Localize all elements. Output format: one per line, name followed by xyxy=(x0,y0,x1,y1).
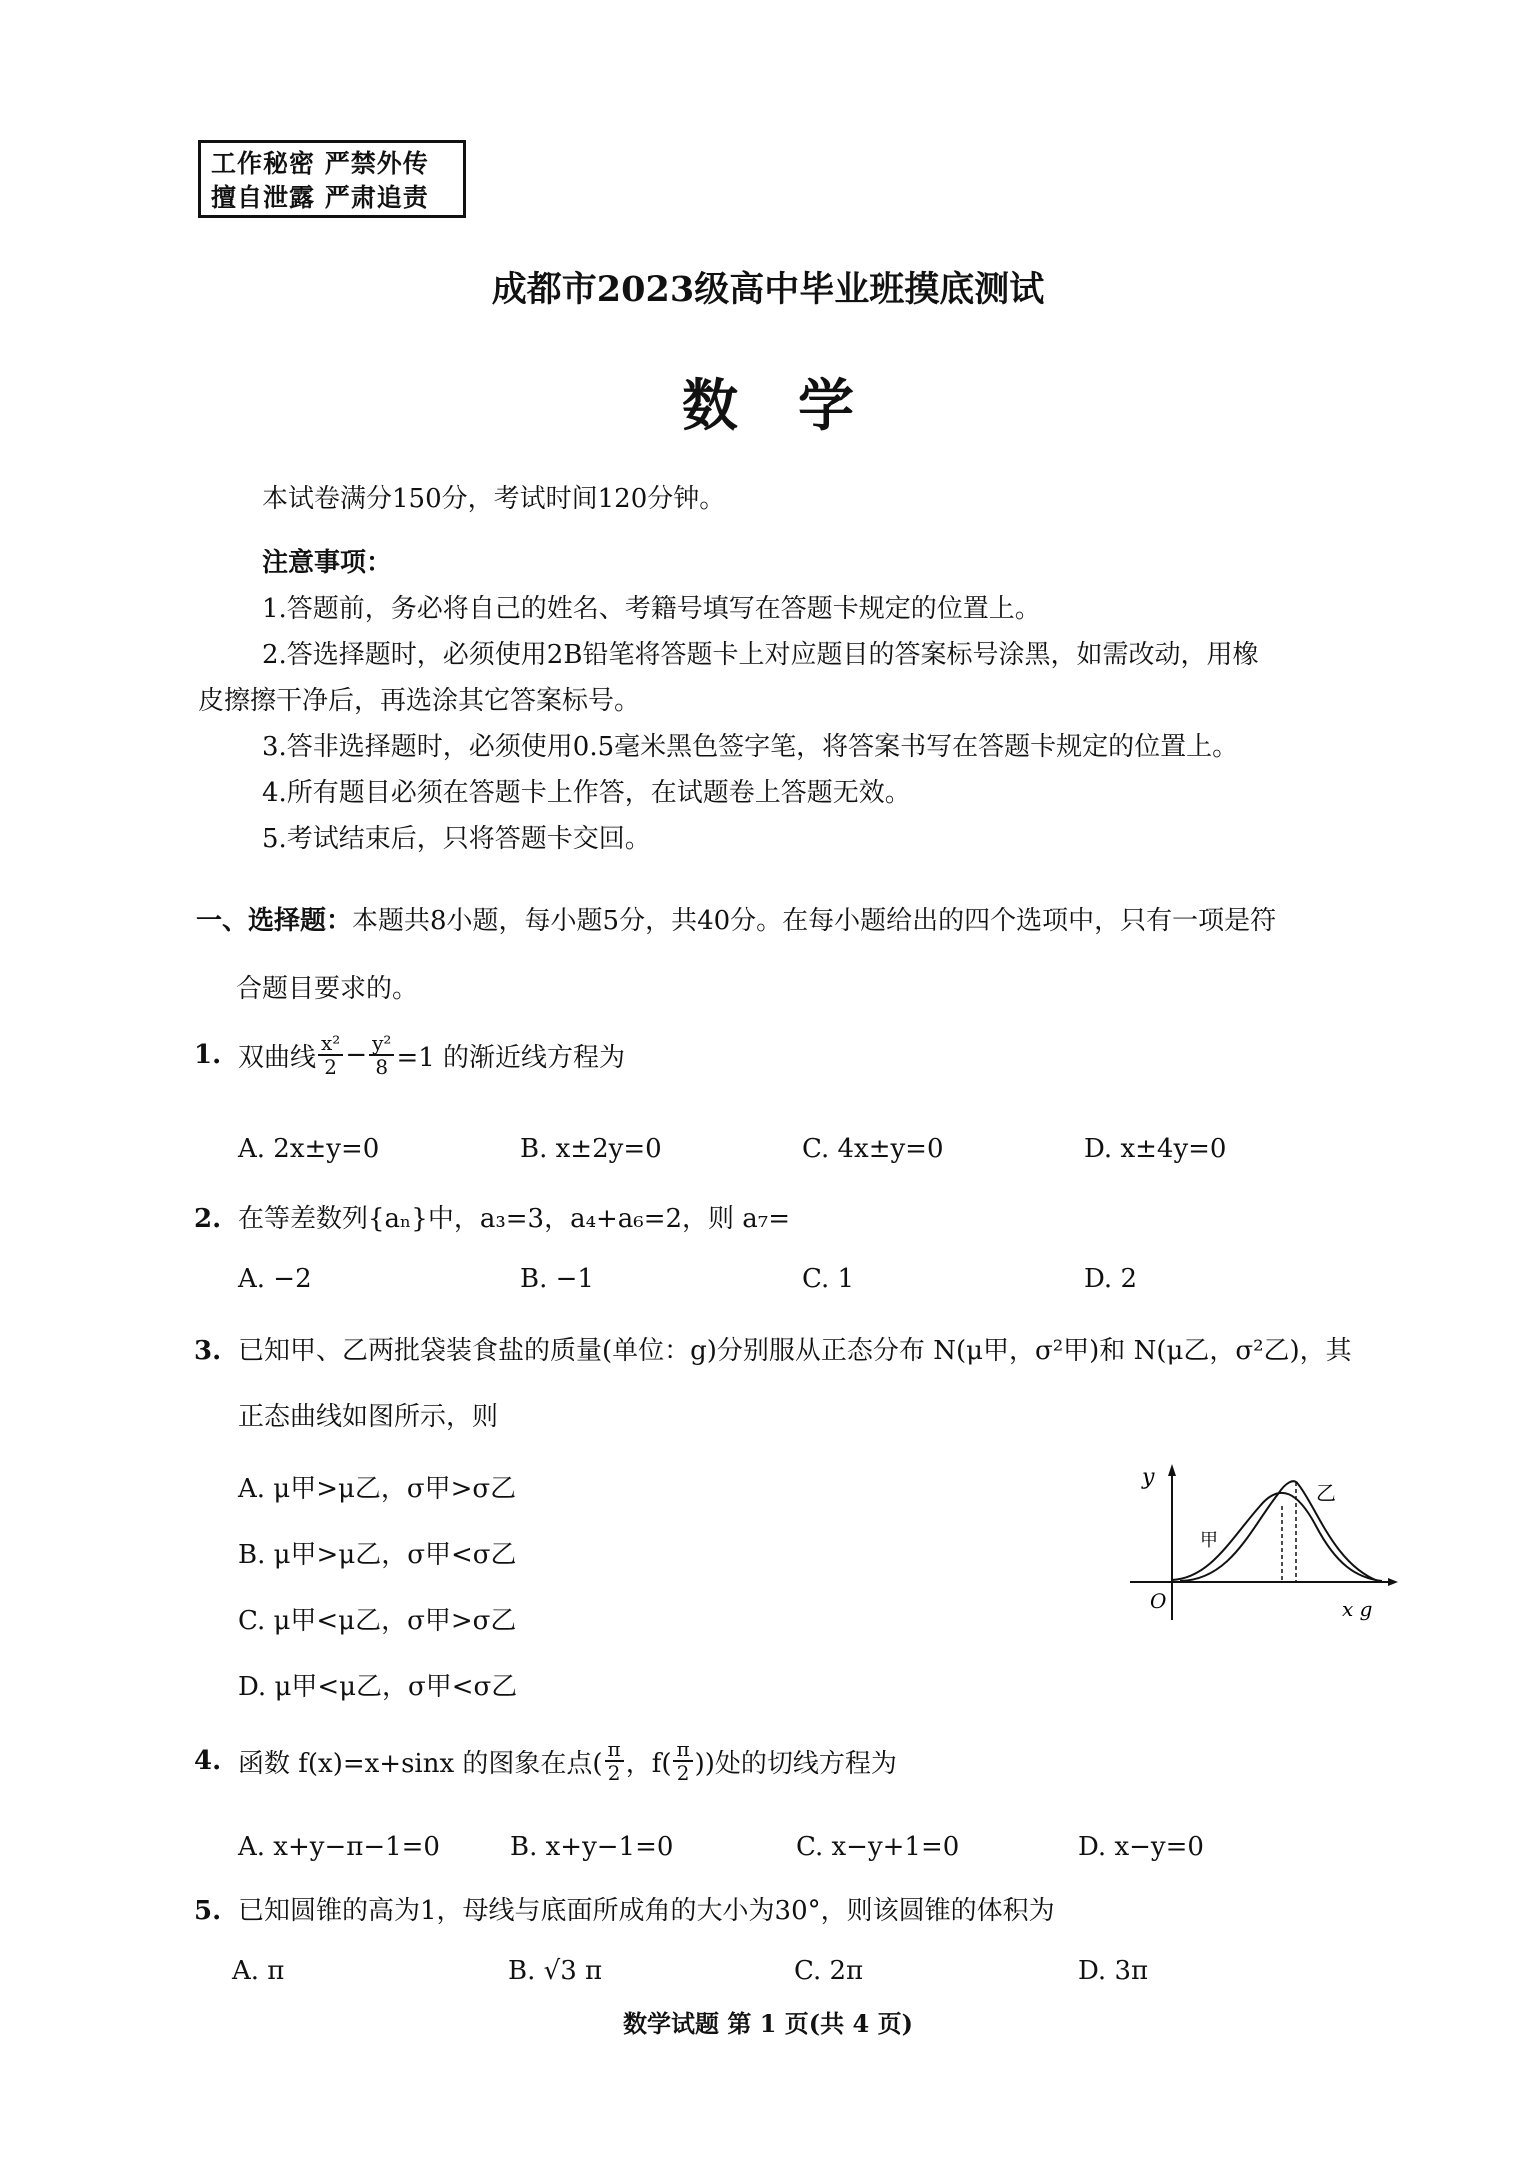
fraction-pi-over-2-b: $\frac{\pi}{2}$ xyxy=(673,1738,692,1784)
q4-option-a: A. x+y−π−1=0 xyxy=(238,1832,440,1862)
q1-option-c: C. 4x±y=0 xyxy=(802,1134,944,1164)
question-3-line-2: 正态曲线如图所示，则 xyxy=(238,1402,499,1432)
page-footer: 数学试题 第 1 页(共 4 页) xyxy=(623,2009,913,2038)
notice-heading: 注意事项： xyxy=(262,548,393,578)
question-5-text: 已知圆锥的高为1，母线与底面所成角的大小为30°，则该圆锥的体积为 xyxy=(238,1896,1055,1926)
q3-option-b: B. μ甲>μ乙，σ甲<σ乙 xyxy=(238,1540,517,1570)
question-4-mid: ，f( xyxy=(625,1748,672,1779)
question-4 xyxy=(194,1738,897,1784)
question-1 xyxy=(194,1032,625,1078)
exam-title: 成都市2023级高中毕业班摸底测试 xyxy=(491,269,1045,310)
q4-option-d: D. x−y=0 xyxy=(1078,1832,1204,1862)
question-1-pre: 双曲线 xyxy=(238,1042,317,1073)
question-2-text: 在等差数列{aₙ}中，a₃=3，a₄+a₆=2，则 a₇= xyxy=(238,1204,791,1234)
origin-label: O xyxy=(1150,1589,1167,1613)
curve-label-jia: 甲 xyxy=(1200,1530,1218,1551)
question-3-line-1: 已知甲、乙两批袋装食盐的质量(单位：g)分别服从正态分布 N(μ甲，σ²甲)和 N(μ乙，σ²乙)，其 xyxy=(238,1336,1352,1366)
question-4-pre: 函数 f(x)=x+sinx 的图象在点( xyxy=(238,1748,603,1779)
minus-sign: − xyxy=(345,1040,368,1070)
question-1-number: 1. xyxy=(194,1040,222,1070)
fraction-pi-over-2: $\frac{\pi}{2}$ xyxy=(605,1738,624,1784)
q5-option-c: C. 2π xyxy=(794,1956,864,1986)
question-1-post: =1 的渐近线方程为 xyxy=(396,1042,626,1073)
confidential-stamp xyxy=(198,140,466,218)
curve-label-yi: 乙 xyxy=(1316,1481,1336,1505)
question-2-number: 2. xyxy=(194,1204,222,1234)
question-5 xyxy=(194,1890,1055,1927)
question-4-number: 4. xyxy=(194,1746,222,1776)
notice-item-2: 2.答选择题时，必须使用2B铅笔将答题卡上对应题目的答案标号涂黑，如需改动，用橡 xyxy=(262,640,1259,670)
q1-option-d: D. x±4y=0 xyxy=(1084,1134,1227,1164)
q3-option-a: A. μ甲>μ乙，σ甲>σ乙 xyxy=(238,1474,517,1504)
q1-option-a: A. 2x±y=0 xyxy=(238,1134,380,1164)
section-1-line-1: 本题共8小题，每小题5分，共40分。在每小题给出的四个选项中，只有一项是符 xyxy=(352,906,1277,936)
stamp-line-1: 工作秘密 严禁外传 xyxy=(211,149,429,178)
q2-option-b: B. −1 xyxy=(520,1264,594,1294)
q3-option-c: C. μ甲<μ乙，σ甲>σ乙 xyxy=(238,1606,517,1636)
question-2 xyxy=(194,1198,790,1235)
notice-item-2-cont: 皮擦擦干净后，再选涂其它答案标号。 xyxy=(198,686,641,716)
normal-curves-figure xyxy=(1120,1460,1400,1630)
notice-item-3: 3.答非选择题时，必须使用0.5毫米黑色签字笔，将答案书写在答题卡规定的位置上。 xyxy=(262,732,1239,762)
x-axis-arrow xyxy=(1388,1578,1398,1586)
notice-item-5: 5.考试结束后，只将答题卡交回。 xyxy=(262,824,651,854)
section-1-line-2: 合题目要求的。 xyxy=(236,974,419,1004)
q5-option-b: B. √3 π xyxy=(508,1956,603,1986)
notice-item-1: 1.答题前，务必将自己的姓名、考籍号填写在答题卡规定的位置上。 xyxy=(262,594,1041,624)
x-axis-label: x g xyxy=(1342,1597,1373,1621)
question-3 xyxy=(194,1330,1352,1367)
y-axis-arrow xyxy=(1168,1464,1176,1476)
section-1-heading: 一、选择题： xyxy=(196,906,353,936)
fraction-x2-over-2: $\frac{\text{x²}}{2}$ xyxy=(318,1032,343,1078)
intro-text: 本试卷满分150分，考试时间120分钟。 xyxy=(262,484,726,514)
notice-item-4: 4.所有题目必须在答题卡上作答，在试题卷上答题无效。 xyxy=(262,778,911,808)
stamp-line-2: 擅自泄露 严肃追责 xyxy=(211,183,429,212)
question-4-post: ))处的切线方程为 xyxy=(694,1748,897,1779)
q4-option-b: B. x+y−1=0 xyxy=(510,1832,674,1862)
q1-option-b: B. x±2y=0 xyxy=(520,1134,662,1164)
q5-option-a: A. π xyxy=(232,1956,285,1986)
section-1-intro xyxy=(196,900,1276,937)
q5-option-d: D. 3π xyxy=(1078,1956,1149,1986)
exam-subject: 数学 xyxy=(682,373,914,439)
q4-option-c: C. x−y+1=0 xyxy=(796,1832,960,1862)
q2-option-a: A. −2 xyxy=(238,1264,312,1294)
q2-option-d: D. 2 xyxy=(1084,1264,1137,1294)
q3-option-d: D. μ甲<μ乙，σ甲<σ乙 xyxy=(238,1672,518,1702)
question-3-number: 3. xyxy=(194,1336,222,1366)
y-axis-label: y xyxy=(1142,1465,1155,1490)
fraction-y2-over-8: $\frac{\text{y²}}{8}$ xyxy=(369,1032,394,1078)
q2-option-c: C. 1 xyxy=(802,1264,855,1294)
question-5-number: 5. xyxy=(194,1896,222,1926)
